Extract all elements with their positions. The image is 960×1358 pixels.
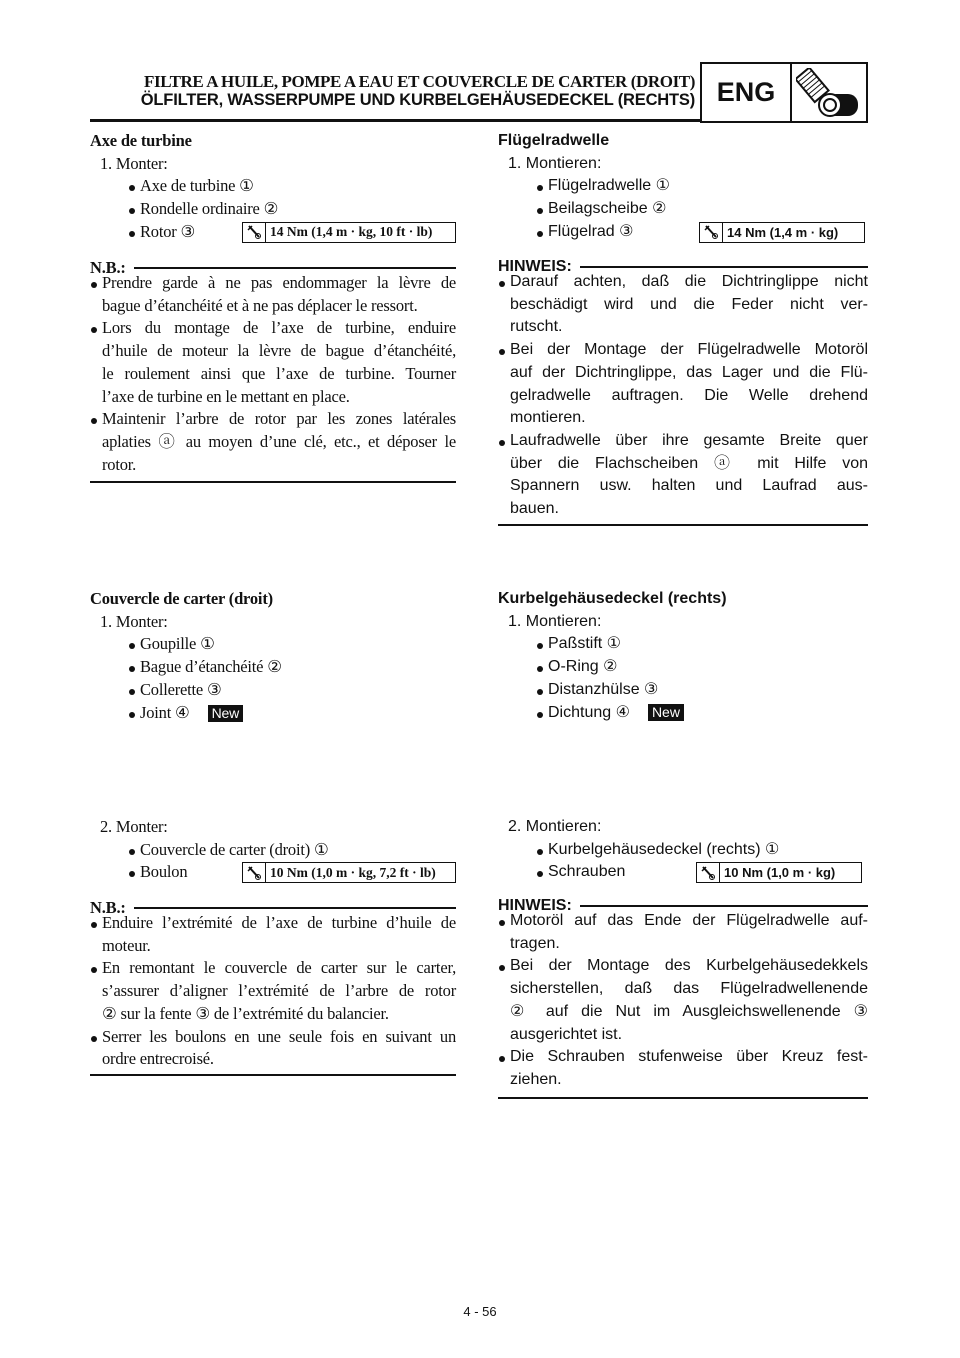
note-line: rutscht. [510,318,563,336]
note-line: ziehen. [510,1070,562,1088]
note-line: ② sur la fente ③ de l’extrémité du balancier. [102,1003,389,1023]
note-rule [134,267,456,269]
item-text: Flügelrad ③ [548,222,634,240]
note-label: HINWEIS: [498,258,572,275]
section-title: Couvercle de carter (droit) [90,589,273,608]
list-item [128,221,195,244]
list-item [128,175,254,198]
note-line: tragen. [510,934,560,952]
section-title: Kurbelgehäusedeckel (rechts) [498,590,727,607]
list-item [128,839,329,862]
item-text: Rotor ③ [140,221,196,241]
note-line: gelradwelle auftragen. Die Welle drehend [510,386,868,404]
note-label: N.B.: [90,898,126,917]
note-end-rule [498,524,868,526]
note-bullet: Darauf achten, daß die Dichtringlippe nicht [498,271,868,294]
torque-wrench-icon [243,223,266,242]
item-text: Dichtung ④ [548,703,630,721]
note-bullet: Enduire l’extrémité de l’axe de turbine d’huile de [90,912,456,935]
torque-value: 14 Nm (1,4 m · kg, 10 ft · lb) [270,224,433,240]
step-label: 2. Monter: [100,817,168,836]
list-item [536,839,779,862]
eng-label: ENG [702,64,792,121]
list-item [536,861,625,884]
note-line: moteur. [102,935,151,955]
step-label: 1. Montieren: [508,154,602,172]
note-bullet: En remontant le couvercle de carter sur le carter, [90,957,456,980]
note-end-rule [90,481,456,483]
note-line: ordre entrecroisé. [102,1049,214,1069]
item-text: Axe de turbine ① [140,176,254,196]
note-bullet: Serrer les boulons en une seule fois en suivant un [90,1026,456,1049]
note-line: ausgerichtet ist. [510,1025,623,1043]
section-title: Axe de turbine [90,131,192,150]
list-item [536,175,670,198]
note-rule [134,907,456,909]
note-line: beschädigt wird und die Feder nicht ver- [510,295,868,313]
step-label: 1. Montieren: [508,612,602,630]
item-text: Flügelradwelle ① [548,177,670,195]
note-line: aplaties ⓐ au moyen d’une clé, etc., et déposer le [102,431,456,451]
note-end-rule [90,1074,456,1076]
note-line: d’huile de moteur la lèvre de bague d’étanchéité, [102,341,456,361]
item-text: Couvercle de carter (droit) ① [140,839,329,859]
eng-badge [700,62,868,123]
list-item [128,198,278,221]
item-text: Kurbelgehäusedeckel (rechts) ① [548,840,780,858]
list-item [128,702,243,725]
note-bullet: Bei der Montage des Kurbelgehäusedekkels [498,955,868,978]
note-line: auf der Dichtringlippe, das Lager und die Flü- [510,363,868,381]
torque-value: 10 Nm (1,0 m · kg) [724,865,836,881]
section-title: Flügelradwelle [498,132,610,149]
note-line: rotor. [102,454,137,474]
item-text: O-Ring ② [548,658,618,676]
note-bullet: Motoröl auf das Ende der Flügelradwelle auf- [498,910,868,933]
item-text: Boulon [140,862,188,882]
header-title-de: ÖLFILTER, WASSERPUMPE UND KURBELGEHÄUSEDECKEL (RECHTS) [140,91,695,109]
engine-icon [792,64,866,121]
note-line: bague d’étanchéité et à ne pas déplacer le ressort. [102,295,418,315]
torque-value: 10 Nm (1,0 m · kg, 7,2 ft · lb) [270,864,436,880]
note-line: ② auf die Nut im Ausgleichswellenende ③ [510,1002,868,1020]
note-bullet: Maintenir l’arbre de rotor par les zones latérales [90,408,456,431]
note-rule [580,905,868,907]
item-text: Beilagscheibe ② [548,200,667,218]
header-title-fr: FILTRE A HUILE, POMPE A EAU ET COUVERCLE DE CARTER (DROIT) [144,72,695,91]
item-text: Collerette ③ [140,679,222,699]
note-line: über die Flachscheiben ⓐ mit Hilfe von [510,454,868,472]
note-line: bauen. [510,500,559,517]
list-item [128,633,215,656]
list-item [536,656,617,679]
new-part-badge: New [648,704,684,721]
note-label: N.B.: [90,258,126,277]
note-bullet: Bei der Montage der Flügelradwelle Motoröl [498,339,868,362]
item-text: Schrauben [548,863,626,881]
note-bullet: Prendre garde à ne pas endommager la lèvre de [90,272,456,295]
item-text: Rondelle ordinaire ② [140,199,279,219]
new-part-badge: New [208,705,243,722]
torque-wrench-icon [700,223,723,242]
list-item [536,633,621,656]
note-bullet: Die Schrauben stufenweise über Kreuz fest- [498,1046,868,1069]
note-line: le roulement ainsi que l’axe de turbine. Tourner [102,363,456,383]
list-item [128,679,222,702]
header-rule [90,119,700,122]
item-text: Goupille ① [140,634,215,654]
torque-spec [242,862,456,883]
step-label: 1. Monter: [100,153,168,173]
note-line: montieren. [510,409,586,427]
torque-spec [696,862,862,883]
list-item [536,679,658,702]
torque-spec [699,222,865,243]
note-bullet: Lors du montage de l’axe de turbine, enduire [90,317,456,340]
note-line: Spannern usw. halten und Laufrad aus- [510,477,868,495]
item-text: Distanzhülse ③ [548,680,659,698]
note-end-rule [498,1097,868,1099]
note-line: sicherstellen, daß das Flügelradwellenende [510,980,868,998]
torque-wrench-icon [243,863,266,882]
item-text: Bague d’étanchéité ② [140,657,282,677]
note-label: HINWEIS: [498,897,572,914]
torque-spec [242,222,456,243]
list-item [536,702,684,725]
item-text: Paßstift ① [548,635,622,653]
note-line: s’assurer d’aligner l’extrémité de l’arbre de rotor [102,981,456,1001]
note-bullet: Laufradwelle über ihre gesamte Breite quer [498,430,868,453]
list-item [536,198,666,221]
note-line: l’axe de turbine en le mettant en place. [102,386,350,406]
list-item [128,861,187,884]
page-number: 4 - 56 [463,1304,497,1319]
torque-wrench-icon [697,863,720,882]
step-label: 1. Monter: [100,611,168,631]
note-rule [580,266,868,268]
torque-value: 14 Nm (1,4 m · kg) [727,224,839,240]
step-label: 2. Montieren: [508,818,602,835]
list-item [128,656,282,679]
list-item [536,221,634,244]
item-text: Joint ④ [140,702,190,722]
